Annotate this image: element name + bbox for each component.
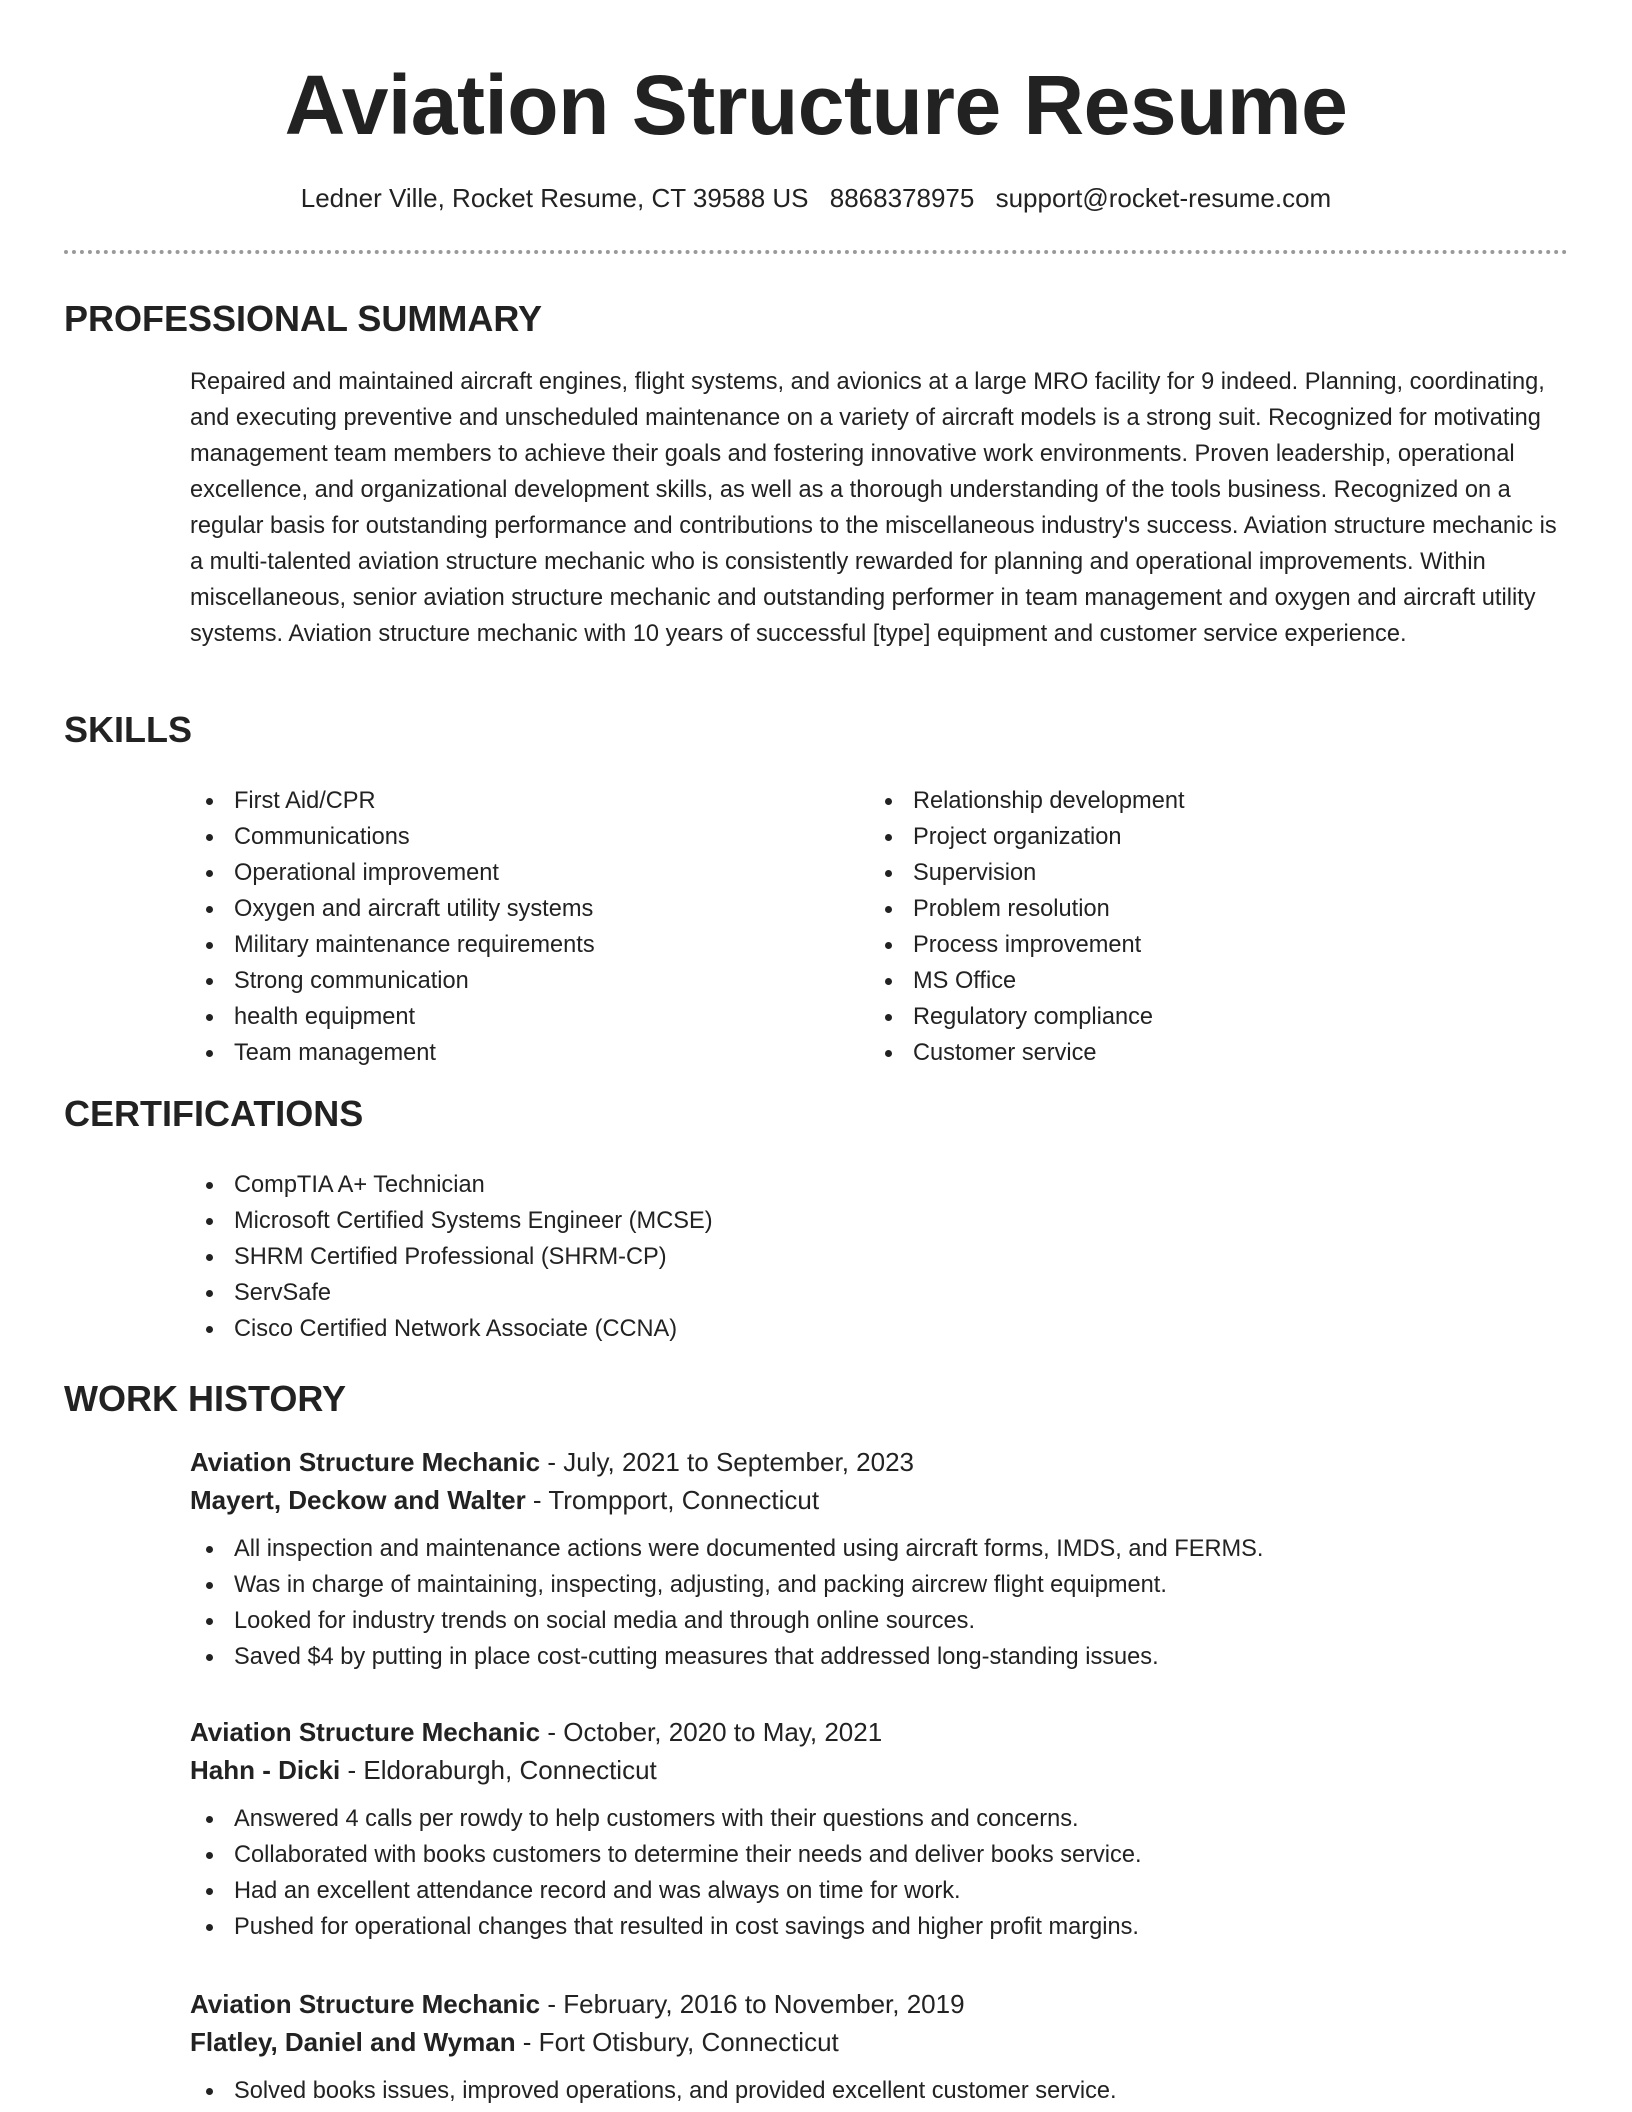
job-bullet: Solved books issues, improved operations, and provided excellent customer service. <box>190 2073 1570 2109</box>
job-bullet: All inspection and maintenance actions were documented using aircraft forms, IMDS, and FERMS. <box>190 1531 1570 1567</box>
job-company-line <box>190 1481 1570 1519</box>
certification-item: Cisco Certified Network Associate (CCNA) <box>190 1311 1490 1347</box>
summary-text: Repaired and maintained aircraft engines, flight systems, and avionics at a large MRO facility for 9 indeed. Planning, coordinating, and executing preventive and unscheduled maintenance on a variety of aircraft models is a strong suit. Recognized for motivating management team members to achieve their goals and fostering innovative work environments. Proven leadership, operational excellence, and organizational development skills, as well as a thorough understanding of the tools business. Recognized on a regular basis for outstanding performance and contributions to the miscellaneous industry's success. Aviation structure mechanic is a multi-talented aviation structure mechanic who is consistently rewarded for planning and operational improvements. Within miscellaneous, senior aviation structure mechanic and outstanding performer in team management and oxygen and aircraft utility systems. Aviation structure mechanic with 10 years of successful [type] equipment and customer service experience. <box>190 369 1557 647</box>
job-bullet: Collaborated with books customers to determine their needs and deliver books service. <box>190 1837 1570 1873</box>
resume-title: Aviation Structure Resume <box>284 58 1348 152</box>
job-title-line <box>190 1713 1570 1751</box>
skill-item: Problem resolution <box>869 891 1529 927</box>
job-bullet: Had an excellent attendance record and was always on time for work. <box>190 1873 1570 1909</box>
job-entry <box>190 1713 1570 1945</box>
job-dates: - October, 2020 to May, 2021 <box>540 1717 883 1747</box>
skill-item: Strong communication <box>190 963 850 999</box>
contact-phone: 8868378975 <box>829 183 975 213</box>
work-history-heading: WORK HISTORY <box>64 1378 347 1419</box>
summary-heading: PROFESSIONAL SUMMARY <box>64 298 543 339</box>
certification-item: CompTIA A+ Technician <box>190 1167 1490 1203</box>
job-location: - Eldoraburgh, Connecticut <box>340 1755 657 1785</box>
job-bullet: Was in charge of maintaining, inspecting, adjusting, and packing aircrew flight equipment. <box>190 1567 1570 1603</box>
skills-list-right <box>869 783 1529 1071</box>
skill-item: Customer service <box>869 1035 1529 1071</box>
job-title: Aviation Structure Mechanic <box>190 1447 541 1477</box>
job-dates: - February, 2016 to November, 2019 <box>540 1989 965 2019</box>
skills-list-left <box>190 783 850 1071</box>
certifications-list <box>190 1167 1490 1347</box>
skill-item: Process improvement <box>869 927 1529 963</box>
job-bullet: Pushed for operational changes that resulted in cost savings and higher profit margins. <box>190 1909 1570 1945</box>
job-bullet: Answered 4 calls per rowdy to help customers with their questions and concerns. <box>190 1801 1570 1837</box>
job-company-line <box>190 2023 1570 2061</box>
skill-item: Military maintenance requirements <box>190 927 850 963</box>
skill-item: Regulatory compliance <box>869 999 1529 1035</box>
skills-heading: SKILLS <box>64 709 193 750</box>
certification-item: ServSafe <box>190 1275 1490 1311</box>
certifications-heading: CERTIFICATIONS <box>64 1093 364 1134</box>
job-entry <box>190 1985 1570 2109</box>
job-bullet: Saved $4 by putting in place cost-cutting measures that addressed long-standing issues. <box>190 1639 1570 1675</box>
skill-item: MS Office <box>869 963 1529 999</box>
certification-item: SHRM Certified Professional (SHRM-CP) <box>190 1239 1490 1275</box>
job-company-line <box>190 1751 1570 1789</box>
job-location: - Fort Otisbury, Connecticut <box>515 2027 839 2057</box>
job-title-line <box>190 1443 1570 1481</box>
contact-line <box>0 180 1632 216</box>
job-company: Hahn - Dicki <box>190 1755 341 1785</box>
job-location: - Trompport, Connecticut <box>525 1485 820 1515</box>
contact-email: support@rocket-resume.com <box>995 183 1332 213</box>
header-divider <box>64 250 1568 254</box>
skill-item: Oxygen and aircraft utility systems <box>190 891 850 927</box>
job-title: Aviation Structure Mechanic <box>190 1989 541 2019</box>
job-company: Mayert, Deckow and Walter <box>190 1485 526 1515</box>
skill-item: Supervision <box>869 855 1529 891</box>
contact-address: Ledner Ville, Rocket Resume, CT 39588 US <box>300 183 809 213</box>
skill-item: Relationship development <box>869 783 1529 819</box>
job-bullets <box>190 1801 1570 1945</box>
job-entry <box>190 1443 1570 1675</box>
job-bullets <box>190 1531 1570 1675</box>
certification-item: Microsoft Certified Systems Engineer (MCSE) <box>190 1203 1490 1239</box>
skill-item: Project organization <box>869 819 1529 855</box>
skill-item: First Aid/CPR <box>190 783 850 819</box>
skill-item: Operational improvement <box>190 855 850 891</box>
job-bullet: Looked for industry trends on social media and through online sources. <box>190 1603 1570 1639</box>
skill-item: health equipment <box>190 999 850 1035</box>
job-title-line <box>190 1985 1570 2023</box>
job-title: Aviation Structure Mechanic <box>190 1717 541 1747</box>
job-company: Flatley, Daniel and Wyman <box>190 2027 516 2057</box>
skill-item: Communications <box>190 819 850 855</box>
skill-item: Team management <box>190 1035 850 1071</box>
job-bullets <box>190 2073 1570 2109</box>
job-dates: - July, 2021 to September, 2023 <box>540 1447 914 1477</box>
